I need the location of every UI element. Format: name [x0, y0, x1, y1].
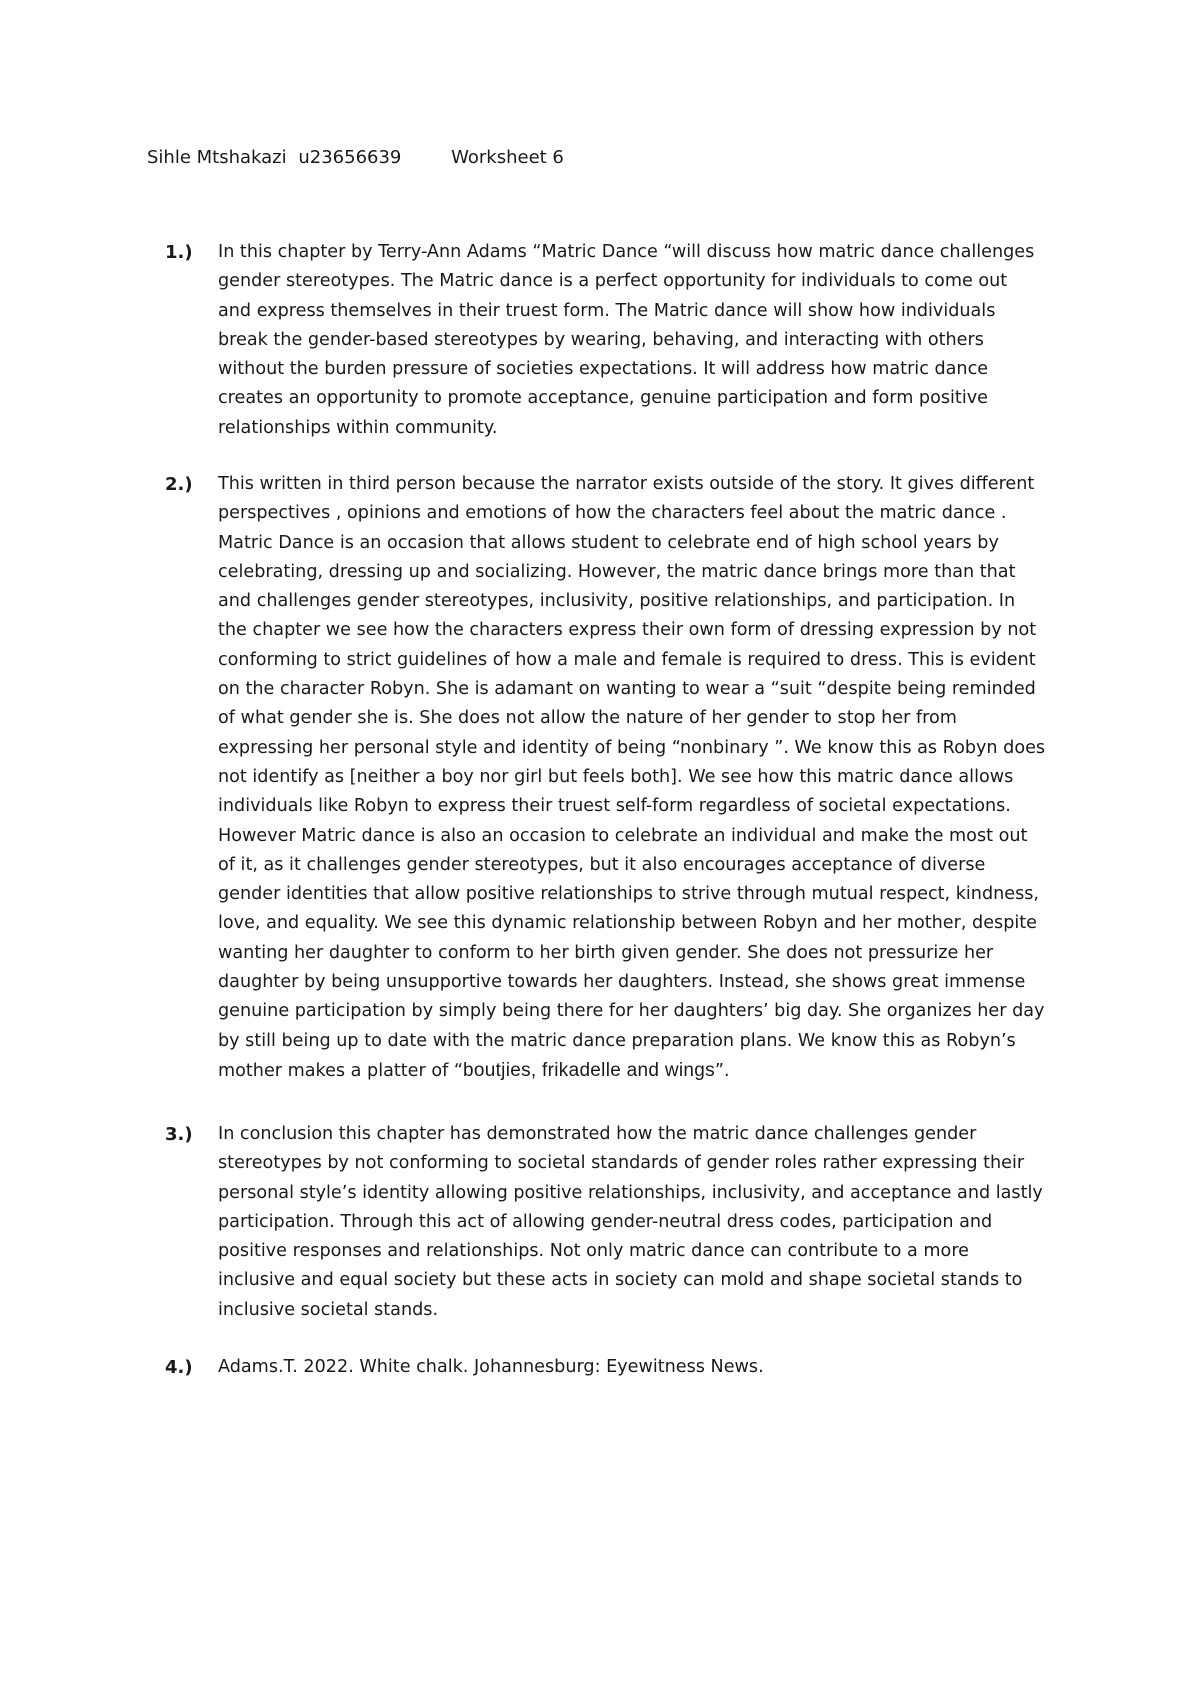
item-number: 4.)	[165, 1357, 193, 1378]
text-line: not identify as [neither a boy nor girl but feels both]. We see how this matric dance allows	[218, 766, 1014, 787]
worksheet-title: Worksheet 6	[451, 147, 564, 168]
text-line: gender stereotypes. The Matric dance is a perfect opportunity for individuals to come out	[218, 271, 1008, 292]
text-line: stereotypes by not conforming to societal standards of gender roles rather expressing their	[218, 1153, 1025, 1174]
text-line: on the character Robyn. She is adamant on wanting to wear a “suit “despite being reminded	[218, 679, 1036, 700]
item-text	[218, 1120, 1065, 1325]
food-quote: boutjies, frikadelle and wings	[463, 1059, 715, 1081]
item-number: 1.)	[165, 242, 193, 263]
text-line-last	[218, 1056, 1065, 1086]
text-line: wanting her daughter to conform to her birth given gender. She does not pressurize her	[218, 942, 994, 963]
item-number: 3.)	[165, 1124, 193, 1145]
text-line: participation. Through this act of allowing gender-neutral dress codes, participation and	[218, 1211, 993, 1232]
text-line: of what gender she is. She does not allow the nature of her gender to stop her from	[218, 708, 957, 729]
item-text	[218, 470, 1065, 1086]
text-line: inclusive societal stands.	[218, 1299, 439, 1320]
text-line: creates an opportunity to promote acceptance, genuine participation and form positive	[218, 388, 988, 409]
text-line: In this chapter by Terry-Ann Adams “Matric Dance “will discuss how matric dance challenges	[218, 242, 1035, 262]
text-line: genuine participation by simply being there for her daughters’ big day. She organizes her day	[218, 1001, 1045, 1022]
text-line: love, and equality. We see this dynamic relationship between Robyn and her mother, despite	[218, 913, 1037, 934]
item-text	[218, 1353, 1065, 1382]
author-name: Sihle Mtshakazi	[147, 147, 287, 168]
text-line: individuals like Robyn to express their truest self-form regardless of societal expectations.	[218, 796, 1011, 817]
text-line: perspectives , opinions and emotions of how the characters feel about the matric dance .	[218, 503, 1007, 524]
text-line: and challenges gender stereotypes, inclusivity, positive relationships, and participation. In	[218, 591, 1016, 612]
last-line-start: mother makes a platter of “	[218, 1060, 463, 1081]
text-line: Matric Dance is an occasion that allows student to celebrate end of high school years by	[218, 532, 999, 553]
text-line: conforming to strict guidelines of how a male and female is required to dress. This is evident	[218, 649, 1036, 670]
text-line: without the burden pressure of societies expectations. It will address how matric dance	[218, 359, 989, 380]
text-line: break the gender-based stereotypes by wearing, behaving, and interacting with others	[218, 329, 984, 350]
text-line: In conclusion this chapter has demonstrated how the matric dance challenges gender	[218, 1124, 977, 1144]
reference-line: Adams.T. 2022. White chalk. Johannesburg: Eyewitness News.	[218, 1357, 764, 1377]
document-header	[147, 146, 564, 170]
text-line: of it, as it challenges gender stereotypes, but it also encourages acceptance of diverse	[218, 854, 986, 875]
text-line: by still being up to date with the matric dance preparation plans. We know this as Robyn’s	[218, 1030, 1016, 1051]
item-text	[218, 238, 1065, 443]
text-line: However Matric dance is also an occasion to celebrate an individual and make the most out	[218, 825, 1028, 846]
item-number: 2.)	[165, 474, 193, 495]
last-line-end: ”.	[714, 1060, 730, 1081]
text-line: gender identities that allow positive relationships to strive through mutual respect, kindness,	[218, 884, 1040, 905]
text-line: and express themselves in their truest form. The Matric dance will show how individuals	[218, 300, 996, 321]
text-line: expressing her personal style and identity of being “nonbinary ”. We know this as Robyn does	[218, 737, 1046, 758]
text-line: daughter by being unsupportive towards her daughters. Instead, she shows great immense	[218, 972, 1026, 993]
student-id: u23656639	[298, 147, 402, 168]
text-line: personal style’s identity allowing positive relationships, inclusivity, and acceptance and lastly	[218, 1182, 1043, 1203]
text-line: This written in third person because the narrator exists outside of the story. It gives different	[218, 474, 1035, 494]
text-line: positive responses and relationships. Not only matric dance can contribute to a more	[218, 1241, 969, 1262]
text-line: celebrating, dressing up and socializing. However, the matric dance brings more than that	[218, 561, 1016, 582]
text-line: relationships within community.	[218, 417, 498, 438]
text-line: the chapter we see how the characters express their own form of dressing expression by not	[218, 620, 1037, 641]
text-line: inclusive and equal society but these acts in society can mold and shape societal stands to	[218, 1270, 1023, 1291]
